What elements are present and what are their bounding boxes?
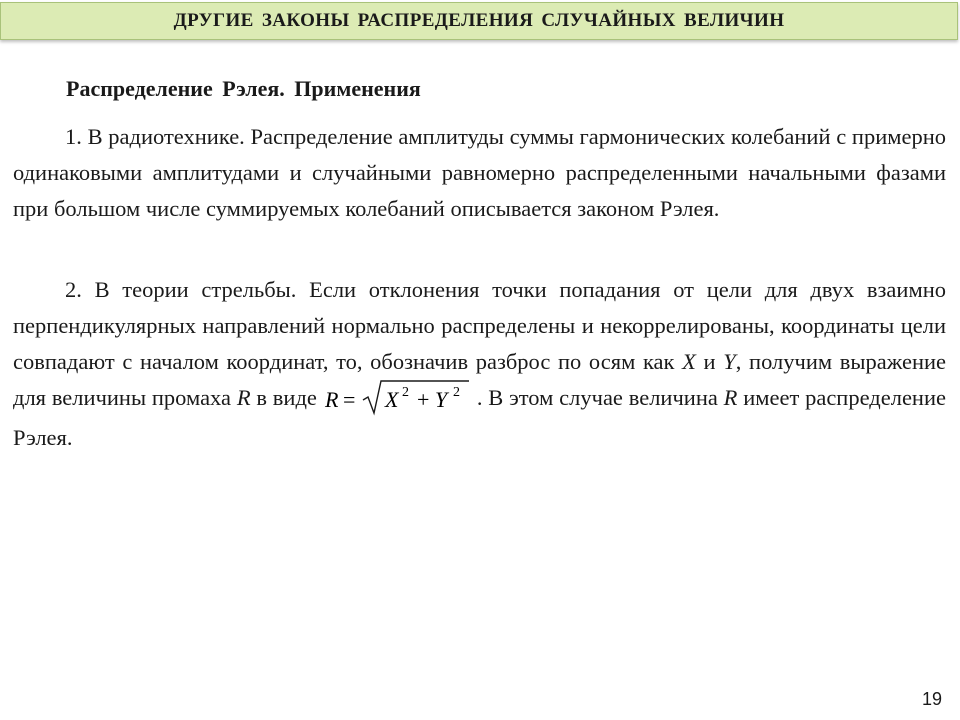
paragraph-text-e: имеет распределение Рэлея. [13,385,947,450]
formula-y: Y [434,387,448,412]
formula-lhs: R [324,387,339,412]
formula-plus: + [416,387,430,412]
formula-y-exponent: 2 [452,385,460,400]
paragraph-shooting [13,272,946,456]
header-bar [0,2,958,40]
variable-x: X [682,349,696,374]
formula-svg [323,378,473,418]
slide-number: 19 [921,689,942,709]
rayleigh-formula [323,378,473,418]
variable-y: Y [723,349,736,374]
paragraph-radio: 1. В радиотехнике. Распределение амплитуды суммы гармонических колебаний с примерно одинаковыми амплитудами и случайными равномерно распределенными начальными фазами при большом числе суммируемых колебаний описывается законом Рэлея. [13,124,946,221]
paragraph-text-a: 2. В теории стрельбы. Если отклонения точки попадания от цели для двух взаимно перпендикулярных направлений нормально распределены и некоррелированы, координаты цели совпадают с началом координат, то, обозначив разброс по осям как [13,277,946,374]
formula-x: X [384,387,399,412]
variable-r: R [236,385,251,411]
formula-equals: = [342,387,356,412]
paragraph-text-b: , получим выражение для величины промаха [13,349,947,411]
section-title: Распределение Рэлея. Применения [66,76,421,101]
paragraph-text-c: в виде [256,385,317,411]
formula-x-exponent: 2 [401,385,409,400]
variable-r-2: R [723,385,738,411]
paragraph-text-d: . В этом случае величина [476,385,718,411]
slide-title: ДРУГИЕ ЗАКОНЫ РАСПРЕДЕЛЕНИЯ СЛУЧАЙНЫХ ВЕЛИЧИН [173,10,785,31]
conjunction-and: и [703,349,716,374]
